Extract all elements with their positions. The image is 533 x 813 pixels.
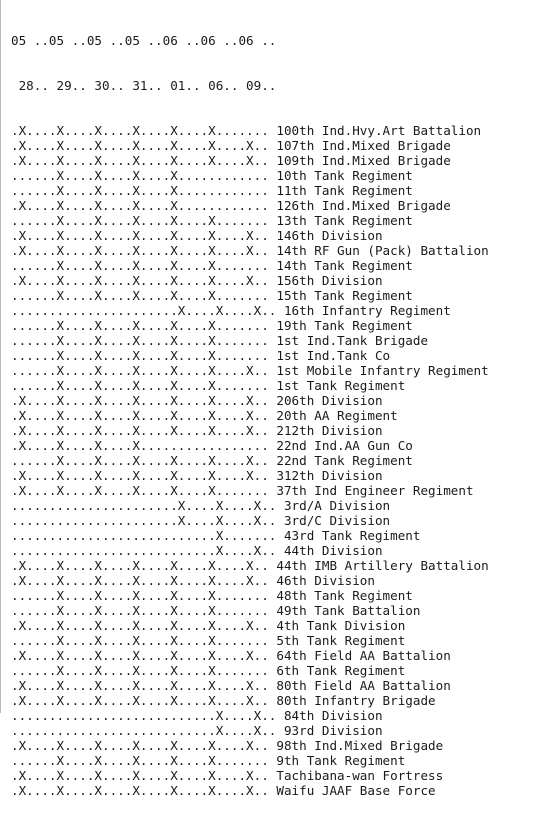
date-marks: .X....X....X....X....X....X....X..: [11, 243, 269, 258]
unit-name: 80th Infantry Brigade: [276, 693, 436, 708]
table-row: [11, 183, 489, 198]
unit-name: 3rd/A Division: [283, 498, 391, 513]
date-marks: .X....X....X....X....X....X....X..: [11, 648, 269, 663]
table-row: [11, 483, 489, 498]
table-row: [11, 438, 489, 453]
unit-name: 1st Ind.Tank Co: [276, 348, 391, 363]
unit-name: 11th Tank Regiment: [276, 183, 413, 198]
date-marks: ......X....X....X....X....X.......: [11, 258, 269, 273]
date-marks: .X....X....X....X....X....X....X..: [11, 138, 269, 153]
table-row: [11, 453, 489, 468]
table-row: [11, 678, 489, 693]
table-row: [11, 168, 489, 183]
table-row: [11, 498, 489, 513]
unit-name: 156th Division: [276, 273, 383, 288]
table-row: [11, 198, 489, 213]
date-marks: ......X....X....X....X....X.......: [11, 633, 269, 648]
date-marks: ......X....X....X....X............: [11, 168, 269, 183]
date-marks: ......X....X....X....X....X.......: [11, 603, 269, 618]
table-row: [11, 378, 489, 393]
unit-name: 126th Ind.Mixed Brigade: [276, 198, 451, 213]
date-marks: .X....X....X....X....X....X....X..: [11, 573, 269, 588]
table-row: [11, 213, 489, 228]
date-marks: ...........................X.......: [11, 528, 277, 543]
date-marks: .X....X....X....X....X....X.......: [11, 123, 269, 138]
table-row: [11, 393, 489, 408]
date-marks: ......X....X....X....X....X.......: [11, 378, 269, 393]
column-gap: [276, 708, 284, 723]
date-marks: ......................X....X....X..: [11, 513, 277, 528]
date-marks: ...........................X....X..: [11, 723, 277, 738]
column-gap: [276, 528, 284, 543]
column-gap: [269, 768, 277, 783]
table-row: [11, 348, 489, 363]
unit-name: 93rd Division: [283, 723, 383, 738]
table-row: [11, 138, 489, 153]
unit-name: 98th Ind.Mixed Brigade: [276, 738, 444, 753]
date-marks: .X....X....X....X....X....X....X..: [11, 693, 269, 708]
table-row: [11, 273, 489, 288]
unit-name: 46th Division: [276, 573, 375, 588]
unit-name: 48th Tank Regiment: [276, 588, 413, 603]
table-row: [11, 588, 489, 603]
unit-name: 1st Tank Regiment: [276, 378, 406, 393]
table-row: [11, 603, 489, 618]
table-row: [11, 663, 489, 678]
date-marks: ......X....X....X....X....X.......: [11, 318, 269, 333]
unit-name: 20th AA Regiment: [276, 408, 398, 423]
unit-name: 37th Ind Engineer Regiment: [276, 483, 474, 498]
unit-name: 14th Tank Regiment: [276, 258, 413, 273]
table-row: [11, 243, 489, 258]
date-marks: .X....X....X....X....X....X....X..: [11, 768, 269, 783]
table-row: [11, 333, 489, 348]
unit-name: 206th Division: [276, 393, 383, 408]
column-gap: [276, 498, 284, 513]
unit-name: 43rd Tank Regiment: [283, 528, 421, 543]
table-row: [11, 303, 489, 318]
date-marks: .X....X....X....X....X....X....X..: [11, 153, 269, 168]
table-row: [11, 723, 489, 738]
unit-name: 64th Field AA Battalion: [276, 648, 451, 663]
table-row: [11, 258, 489, 273]
table-row: [11, 783, 489, 798]
column-gap: [276, 723, 284, 738]
unit-name: 212th Division: [276, 423, 383, 438]
column-gap: [276, 303, 284, 318]
column-gap: [269, 753, 277, 768]
unit-name: 9th Tank Regiment: [276, 753, 406, 768]
unit-name: 15th Tank Regiment: [276, 288, 413, 303]
table-row: [11, 648, 489, 663]
unit-name: 22nd Tank Regiment: [276, 453, 413, 468]
unit-name: 1st Mobile Infantry Regiment: [276, 363, 489, 378]
unit-name: 146th Division: [276, 228, 383, 243]
date-marks: ......X....X....X....X....X.......: [11, 333, 269, 348]
date-marks: .X....X....X....X....X....X....X..: [11, 468, 269, 483]
table-row: [11, 768, 489, 783]
unit-name: 1st Ind.Tank Brigade: [276, 333, 429, 348]
date-marks: ......X....X....X....X....X....X..: [11, 363, 269, 378]
unit-name: 19th Tank Regiment: [276, 318, 413, 333]
date-marks: .X....X....X....X....X....X....X..: [11, 408, 269, 423]
unit-name: 100th Ind.Hvy.Art Battalion: [276, 123, 482, 138]
table-row: [11, 123, 489, 138]
table-row: [11, 618, 489, 633]
column-gap: [276, 513, 284, 528]
table-row: [11, 573, 489, 588]
date-marks: ......X....X....X....X....X.......: [11, 588, 269, 603]
table-row: [11, 153, 489, 168]
date-marks: .X....X....X....X.................: [11, 438, 269, 453]
table-row: [11, 738, 489, 753]
column-gap: [269, 738, 277, 753]
unit-name: 16th Infantry Regiment: [283, 303, 451, 318]
table-row: [11, 228, 489, 243]
date-marks: ......X....X....X....X....X....X..: [11, 453, 269, 468]
date-marks: ......X....X....X....X............: [11, 183, 269, 198]
unit-name: 14th RF Gun (Pack) Battalion: [276, 243, 489, 258]
unit-name: Tachibana-wan Fortress: [276, 768, 444, 783]
unit-name: 107th Ind.Mixed Brigade: [276, 138, 451, 153]
date-marks: ...........................X....X..: [11, 543, 277, 558]
date-marks: ......X....X....X....X....X.......: [11, 288, 269, 303]
date-marks: ......X....X....X....X....X.......: [11, 753, 269, 768]
table-row: [11, 543, 489, 558]
date-marks: ......................X....X....X..: [11, 498, 277, 513]
table-row: [11, 708, 489, 723]
unit-list: [11, 123, 489, 798]
unit-name: 80th Field AA Battalion: [276, 678, 451, 693]
unit-name: 312th Division: [276, 468, 383, 483]
table-row: [11, 693, 489, 708]
unit-name: 13th Tank Regiment: [276, 213, 413, 228]
unit-name: 49th Tank Battalion: [276, 603, 421, 618]
table-row: [11, 528, 489, 543]
date-marks: .X....X....X....X....X....X.......: [11, 483, 269, 498]
unit-name: 4th Tank Division: [276, 618, 406, 633]
table-row: [11, 408, 489, 423]
date-marks: .X....X....X....X....X....X....X..: [11, 423, 269, 438]
unit-name: 84th Division: [283, 708, 383, 723]
table-row: [11, 633, 489, 648]
header-days-line: 28.. 29.. 30.. 31.. 01.. 06.. 09..: [11, 78, 277, 93]
table-row: [11, 318, 489, 333]
date-marks: ......................X....X....X..: [11, 303, 277, 318]
date-marks: .X....X....X....X....X....X....X..: [11, 678, 269, 693]
date-marks: .X....X....X....X....X............: [11, 198, 269, 213]
unit-name: 22nd Ind.AA Gun Co: [276, 438, 413, 453]
table-row: [11, 363, 489, 378]
table-row: [11, 753, 489, 768]
table-row: [11, 558, 489, 573]
date-marks: .X....X....X....X....X....X....X..: [11, 783, 269, 798]
unit-name: 44th IMB Artillery Battalion: [276, 558, 489, 573]
table-row: [11, 513, 489, 528]
column-gap: [276, 543, 284, 558]
date-marks: .X....X....X....X....X....X....X..: [11, 738, 269, 753]
date-marks: ......X....X....X....X....X.......: [11, 213, 269, 228]
text-document: [11, 3, 489, 813]
date-marks: .X....X....X....X....X....X....X..: [11, 558, 269, 573]
table-row: [11, 288, 489, 303]
unit-name: 5th Tank Regiment: [276, 633, 406, 648]
date-marks: ......X....X....X....X....X.......: [11, 663, 269, 678]
unit-name: Waifu JAAF Base Force: [276, 783, 436, 798]
table-row: [11, 468, 489, 483]
date-marks: .X....X....X....X....X....X....X..: [11, 273, 269, 288]
date-marks: .X....X....X....X....X....X....X..: [11, 618, 269, 633]
date-marks: .X....X....X....X....X....X....X..: [11, 228, 269, 243]
date-marks: ......X....X....X....X....X.......: [11, 348, 269, 363]
unit-name: 6th Tank Regiment: [276, 663, 406, 678]
header-months-line: 05 ..05 ..05 ..05 ..06 ..06 ..06 ..: [11, 33, 277, 48]
unit-name: 109th Ind.Mixed Brigade: [276, 153, 451, 168]
table-row: [11, 423, 489, 438]
date-marks: ...........................X....X..: [11, 708, 277, 723]
unit-name: 3rd/C Division: [283, 513, 391, 528]
unit-name: 44th Division: [283, 543, 383, 558]
column-gap: [269, 783, 277, 798]
unit-name: 10th Tank Regiment: [276, 168, 413, 183]
date-marks: .X....X....X....X....X....X....X..: [11, 393, 269, 408]
